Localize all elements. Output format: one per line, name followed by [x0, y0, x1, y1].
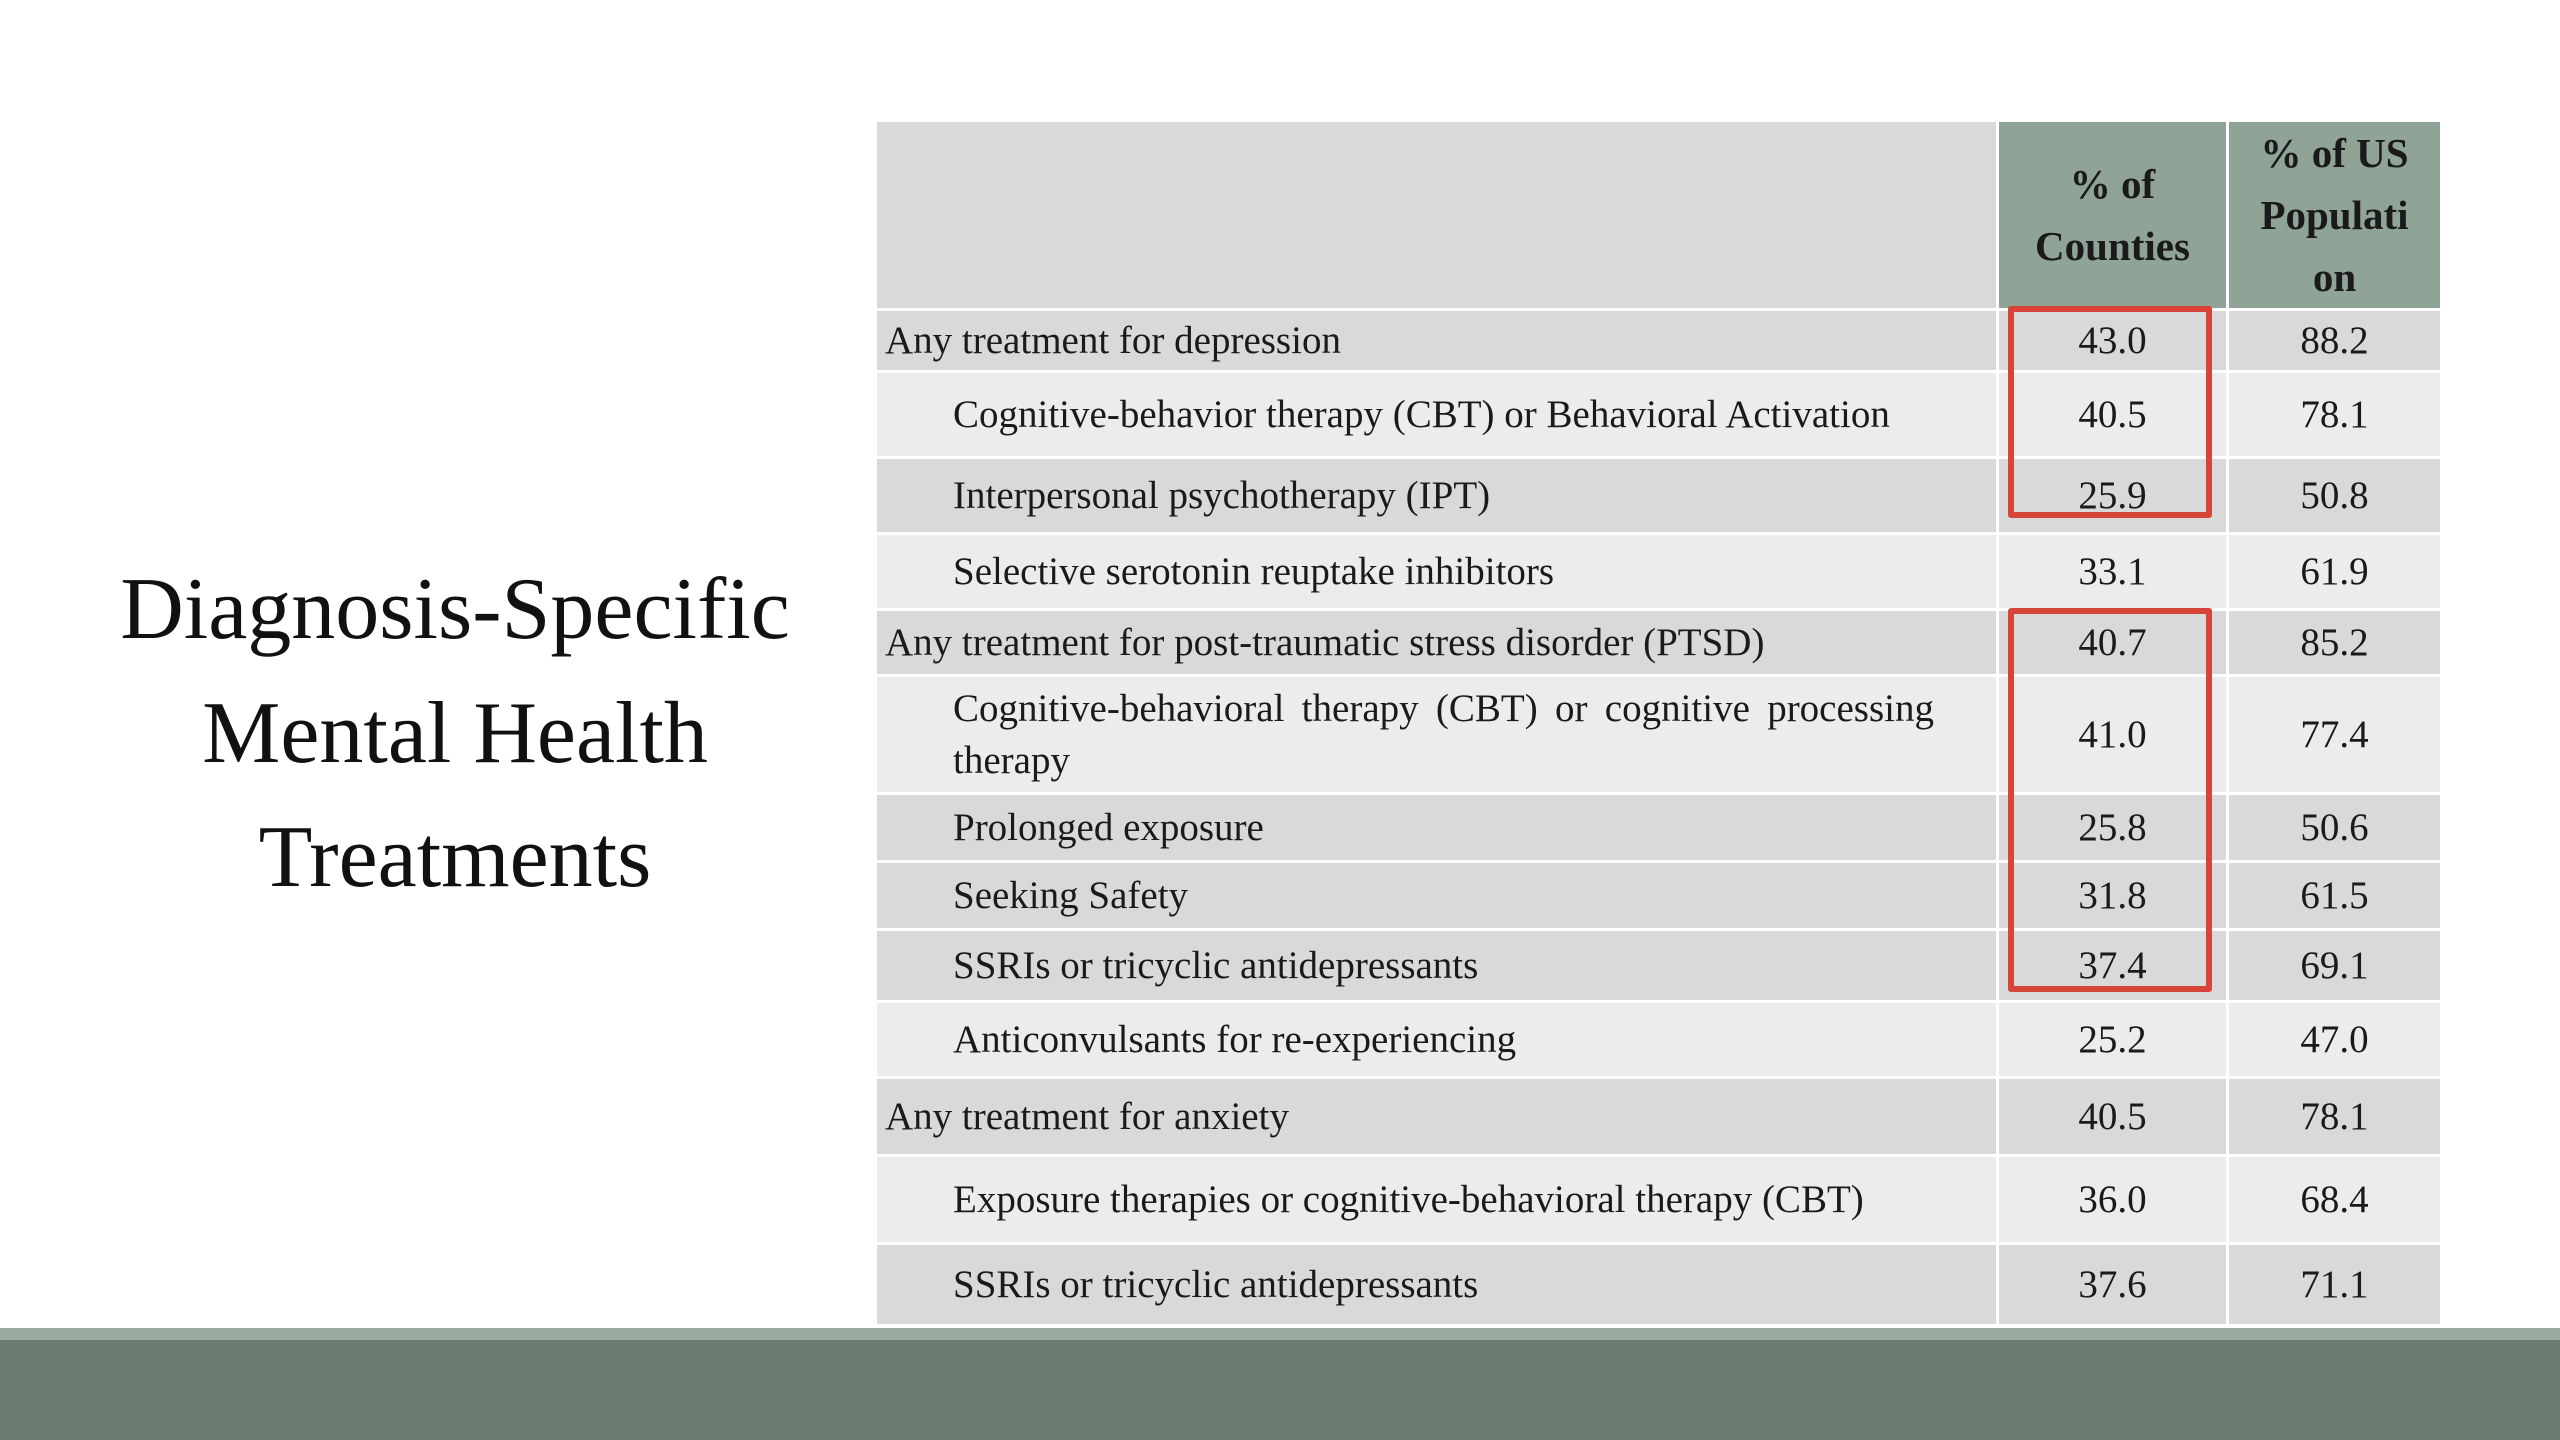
row-population-value: 50.8	[2228, 458, 2442, 534]
table-row	[876, 1244, 2442, 1326]
footer-accent-line	[0, 1328, 2560, 1340]
title-line-1: Diagnosis-Specific	[120, 561, 790, 658]
table-row	[876, 310, 2442, 372]
table-row	[876, 794, 2442, 862]
table-row	[876, 372, 2442, 458]
row-label: Cognitive-behavior therapy (CBT) or Behavioral Activation	[876, 372, 1998, 458]
row-counties-value: 36.0	[1998, 1156, 2228, 1244]
row-counties-value: 43.0	[1998, 310, 2228, 372]
row-population-value: 85.2	[2228, 610, 2442, 676]
header-counties-line-1: % of	[2069, 161, 2156, 207]
row-counties-value: 31.8	[1998, 862, 2228, 930]
row-label: SSRIs or tricyclic antidepressants	[876, 1244, 1998, 1326]
row-counties-value: 41.0	[1998, 676, 2228, 794]
table-row	[876, 610, 2442, 676]
table-row	[876, 458, 2442, 534]
table-row	[876, 534, 2442, 610]
row-population-value: 61.9	[2228, 534, 2442, 610]
row-label: Seeking Safety	[876, 862, 1998, 930]
header-counties-line-2: Counties	[2035, 223, 2190, 269]
header-population-line-3: on	[2312, 254, 2357, 300]
slide-title	[60, 548, 850, 920]
table-row	[876, 930, 2442, 1002]
title-line-2: Mental Health	[202, 685, 708, 782]
row-label: Any treatment for anxiety	[876, 1078, 1998, 1156]
row-population-value: 47.0	[2228, 1002, 2442, 1078]
row-counties-value: 37.6	[1998, 1244, 2228, 1326]
row-population-value: 71.1	[2228, 1244, 2442, 1326]
table-row	[876, 1078, 2442, 1156]
row-label: Cognitive-behavioral therapy (CBT) or cognitive processing therapy	[876, 676, 1998, 794]
footer-bar	[0, 1340, 2560, 1440]
row-population-value: 78.1	[2228, 372, 2442, 458]
table-row	[876, 1156, 2442, 1244]
table-row	[876, 1002, 2442, 1078]
table-header-row	[876, 121, 2442, 310]
row-counties-value: 40.7	[1998, 610, 2228, 676]
row-label: Any treatment for depression	[876, 310, 1998, 372]
header-population-line-1: % of US	[2260, 130, 2409, 176]
row-label: Anticonvulsants for re-experiencing	[876, 1002, 1998, 1078]
row-label: Any treatment for post-traumatic stress disorder (PTSD)	[876, 610, 1998, 676]
row-counties-value: 40.5	[1998, 1078, 2228, 1156]
row-label: SSRIs or tricyclic antidepressants	[876, 930, 1998, 1002]
row-counties-value: 25.9	[1998, 458, 2228, 534]
header-counties	[1998, 121, 2228, 310]
header-population-line-2: Populati	[2260, 192, 2409, 238]
table-row	[876, 676, 2442, 794]
row-population-value: 69.1	[2228, 930, 2442, 1002]
row-label: Prolonged exposure	[876, 794, 1998, 862]
row-population-value: 78.1	[2228, 1078, 2442, 1156]
row-label: Interpersonal psychotherapy (IPT)	[876, 458, 1998, 534]
row-counties-value: 33.1	[1998, 534, 2228, 610]
row-population-value: 88.2	[2228, 310, 2442, 372]
header-population	[2228, 121, 2442, 310]
table-row	[876, 862, 2442, 930]
row-counties-value: 37.4	[1998, 930, 2228, 1002]
row-counties-value: 25.8	[1998, 794, 2228, 862]
row-population-value: 77.4	[2228, 676, 2442, 794]
row-population-value: 61.5	[2228, 862, 2442, 930]
row-population-value: 50.6	[2228, 794, 2442, 862]
row-counties-value: 40.5	[1998, 372, 2228, 458]
title-line-3: Treatments	[258, 809, 652, 906]
row-counties-value: 25.2	[1998, 1002, 2228, 1078]
treatments-table	[874, 119, 2443, 1327]
header-blank-cell	[876, 121, 1998, 310]
row-label: Exposure therapies or cognitive-behavioral therapy (CBT)	[876, 1156, 1998, 1244]
row-population-value: 68.4	[2228, 1156, 2442, 1244]
row-label: Selective serotonin reuptake inhibitors	[876, 534, 1998, 610]
